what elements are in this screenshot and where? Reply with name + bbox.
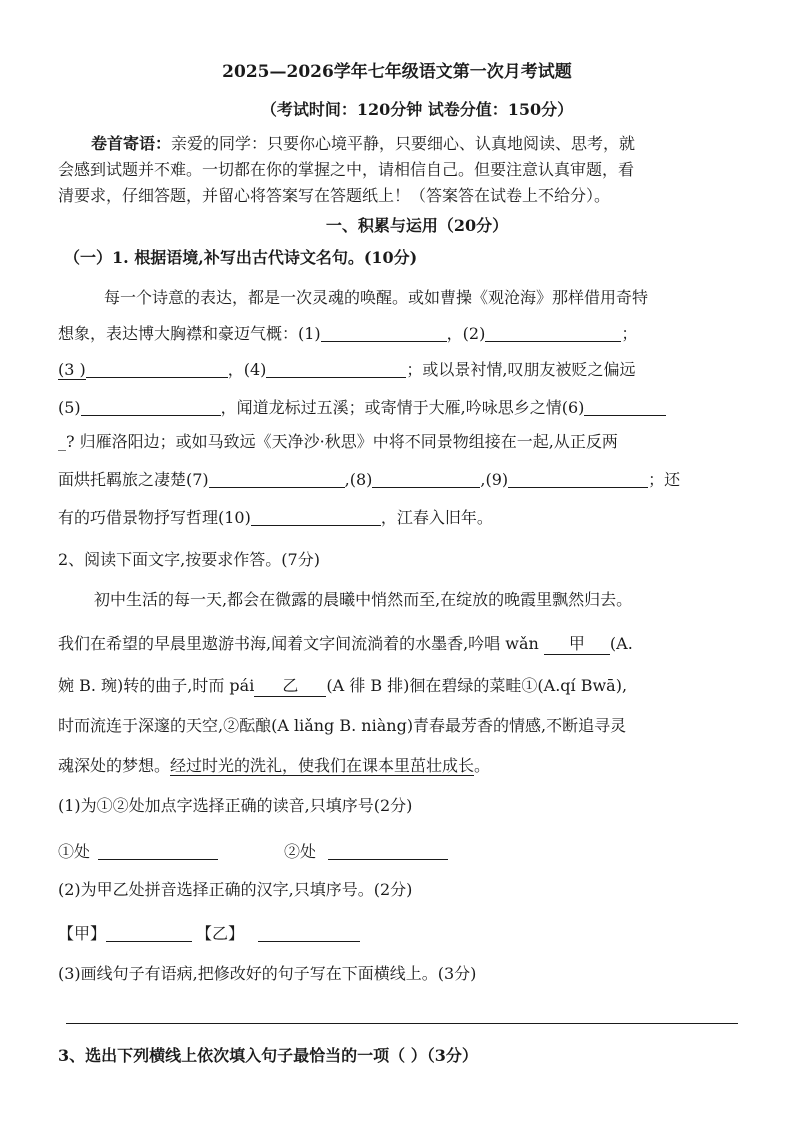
q1-para-6: 面烘托羁旅之凄楚(7) ,(8) ,(9) ；还: [58, 470, 681, 489]
answer-blank-8[interactable]: [372, 471, 480, 488]
q1-para-2: 想象，表达博大胸襟和豪迈气概：(1) ，(2) ；: [58, 324, 638, 343]
answer-blank-jia[interactable]: [106, 925, 192, 942]
intro-line-2: 会感到试题并不难。一切都在你的掌握之中，请相信自己。但要注意认真审题，看: [58, 160, 635, 179]
intro-line-3: 清要求，仔细答题，并留心将答案写在答题纸上！（答案答在试卷上不给分）。: [58, 186, 611, 205]
q2-para-4: 时而流连于深邃的天空,②酝酿(A liǎng B. niàng)青春最芳香的情感,不断追寻灵: [58, 716, 627, 735]
answer-line-sub-3[interactable]: [66, 1023, 738, 1024]
answer-blank-3[interactable]: [86, 361, 228, 378]
q3-title: 3、选出下列横线上依次填入句子最恰当的一项（ ）（3分）: [58, 1046, 478, 1065]
answer-blank-2[interactable]: [485, 325, 621, 342]
answer-blank-reading-1[interactable]: [98, 843, 218, 860]
q2-sub-3: (3)画线句子有语病,把修改好的句子写在下面横线上。(3分): [58, 964, 477, 983]
answer-blank-1[interactable]: [321, 325, 447, 342]
underlined-sentence: 经过时光的洗礼，使我们在课本里茁壮成长: [170, 756, 475, 775]
q2-sub-2-answers: 【甲】 【乙】: [58, 922, 360, 944]
answer-blank-7[interactable]: [209, 471, 345, 488]
answer-blank-9[interactable]: [508, 471, 648, 488]
blank-jia[interactable]: 甲: [544, 634, 610, 655]
exam-title: 2025—2026学年七年级语文第一次月考试题: [222, 62, 572, 82]
intro-line-1: [91, 134, 635, 154]
answer-blank-4[interactable]: [266, 361, 406, 378]
intro-label: 卷首寄语：: [91, 134, 172, 153]
q2-sub-2: (2)为甲乙处拼音选择正确的汉字,只填序号。(2分): [58, 880, 413, 899]
q1-para-1: 每一个诗意的表达，都是一次灵魂的唤醒。或如曹操《观沧海》那样借用奇特: [104, 288, 649, 307]
blank-yi[interactable]: 乙: [254, 676, 326, 697]
q2-sub-1: (1)为①②处加点字选择正确的读音,只填序号(2分): [58, 796, 413, 815]
answer-blank-5[interactable]: [81, 399, 221, 416]
section-1-heading: 一、积累与运用（20分）: [325, 216, 509, 235]
q2-para-5: 魂深处的梦想。经过时光的洗礼，使我们在课本里茁壮成长。: [58, 756, 491, 775]
intro-text-1: 亲爱的同学：只要你心境平静，只要细心、认真地阅读、思考，就: [171, 134, 636, 153]
q2-para-1: 初中生活的每一天,都会在微露的晨曦中悄然而至,在绽放的晚霞里飘然归去。: [94, 590, 633, 609]
q2-para-3: 婉 B. 琬)转的曲子,时而 pái 乙 (A 徘 B 排)徊在碧绿的菜畦①(A.qí Bwā),: [58, 676, 628, 695]
q1-para-7: 有的巧借景物抒写哲理(10) ，江春入旧年。: [58, 508, 493, 527]
q1-title: （一）1. 根据语境,补写出古代诗文名句。(10分): [64, 248, 418, 267]
q2-para-2: 我们在希望的早晨里遨游书海,闻着文字间流淌着的水墨香,吟唱 wǎn 甲 (A.: [58, 634, 633, 653]
exam-subtitle: （考试时间：120分钟 试卷分值：150分）: [260, 100, 574, 119]
answer-blank-6[interactable]: [584, 399, 666, 416]
q2-sub-1-answers: ①处 ②处: [58, 840, 448, 862]
q2-title: 2、阅读下面文字,按要求作答。(7分): [58, 550, 320, 569]
answer-blank-yi[interactable]: [258, 925, 360, 942]
answer-blank-reading-2[interactable]: [328, 843, 448, 860]
answer-blank-10[interactable]: [251, 509, 381, 526]
q1-para-5: _? 归雁洛阳边；或如马致远《天净沙·秋思》中将不同景物组接在一起,从正反两: [58, 432, 618, 451]
q1-para-4: (5) ，闻道龙标过五溪；或寄情于大雁,吟咏思乡之情(6): [58, 396, 666, 418]
q1-para-3: (3 ) ，(4) ；或以景衬情,叹朋友被贬之偏远: [58, 360, 636, 379]
